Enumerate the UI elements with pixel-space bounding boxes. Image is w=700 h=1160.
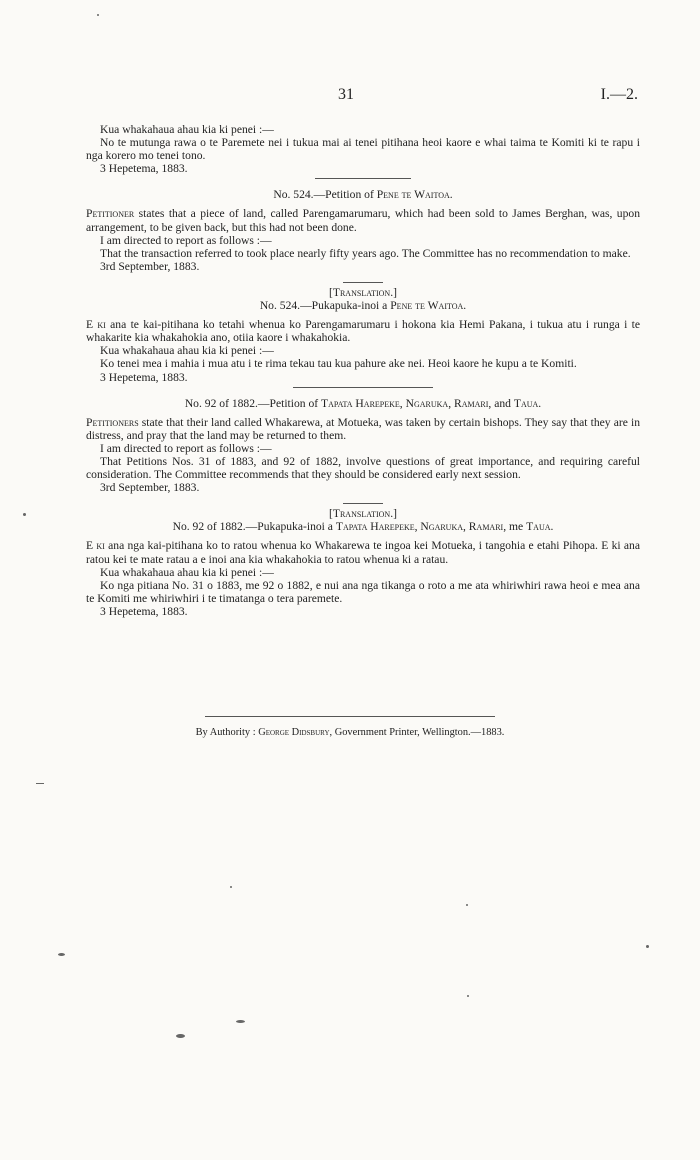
paragraph: E ki ana nga kai-pitihana ko to ratou whenua ko Whakarewa te ingoa kei Motueka, i tangohia e etahi Pihopa. E ki ana ratou kei te mate ratau a e inoi ana kia whakahokia to ratou whenua ki a ratau. — [86, 539, 640, 566]
divider — [343, 503, 383, 504]
petition-heading: No. 524.—Pukapuka-inoi a Pene te Waitoa. — [259, 299, 467, 313]
scan-speck — [646, 945, 649, 948]
paragraph: Kua whakahaua ahau kia ki penei :— — [100, 565, 274, 579]
date-line: 3 Hepetema, 1883. — [100, 162, 188, 176]
section-previous-translation-end — [86, 123, 640, 175]
paragraph: E ki ana te kai-pitihana ko tetahi whenua ko Parengamarumaru i hokona kia Hemi Pakana, i tukua atu i runga i te whakarite kia whakahokia ano, otiia kaore i whakahokia. — [86, 318, 640, 345]
section-petition-524 — [86, 188, 640, 273]
petitioner-name: Pene te Waitoa. — [390, 299, 467, 313]
document-body — [86, 123, 640, 618]
page-number: 31 — [338, 86, 354, 103]
translation-label: [Translation.] — [329, 507, 397, 521]
divider — [293, 387, 433, 388]
petitioner-names: Tapata Harepeke, Ngaruka, Ramari, — [321, 396, 492, 410]
section-translation-92 — [86, 503, 640, 618]
date-line: 3rd September, 1883. — [100, 259, 200, 273]
paragraph: Ko nga pitiana No. 31 o 1883, me 92 o 1882, e nui ana nga tikanga o roto a me ata whiriwhiri rawa heoi e mea ana te Komiti me whiriwhiri i te timatanga o tera paremete. — [86, 578, 640, 605]
paragraph: I am directed to report as follows :— — [100, 441, 272, 455]
scan-speck — [23, 513, 26, 516]
scan-speck — [176, 1034, 185, 1038]
petition-heading: No. 92 of 1882.—Petition of Tapata Harepeke, Ngaruka, Ramari, and Taua. — [184, 396, 542, 410]
section-petition-92 — [86, 397, 640, 495]
petitioner-name: Pene te Waitoa. — [376, 188, 453, 202]
scan-speck — [36, 783, 44, 784]
scan-speck — [236, 1020, 245, 1023]
scan-speck — [230, 886, 232, 888]
paragraph: No te mutunga rawa o te Paremete nei i tukua mai ai tenei pitihana heoi kaore e whai taima te Komiti ki te rapu i nga korero mo tenei tono. — [86, 136, 640, 163]
petition-heading: No. 524.—Petition of Pene te Waitoa. — [273, 188, 453, 202]
page-footer — [0, 716, 700, 749]
page-header — [0, 86, 700, 110]
divider — [343, 282, 383, 283]
paragraph: Kua whakahaua ahau kia ki penei :— — [100, 344, 274, 358]
translation-label: [Translation.] — [329, 285, 397, 299]
document-code: I.—2. — [600, 86, 638, 103]
divider — [315, 178, 411, 179]
petition-heading: No. 92 of 1882.—Pukapuka-inoi a Tapata Harepeke, Ngaruka, Ramari, me Taua. — [172, 520, 554, 534]
scan-speck — [467, 995, 469, 997]
paragraph: Ko tenei mea i mahia i mua atu i te rima tekau tau kua pahure ake nei. Heoi kaore he kupu a te Komiti. — [100, 357, 577, 371]
paragraph: Petitioner states that a piece of land, called Parengamarumaru, which had been sold to James Berghan, was, upon arrangement, to be given back, but this had not been done. — [86, 207, 640, 234]
section-translation-524 — [86, 282, 640, 384]
footer-rule — [205, 716, 495, 717]
paragraph: That the transaction referred to took place nearly fifty years ago. The Committee has no recommendation to make. — [100, 246, 631, 260]
petitioner-names: Tapata Harepeke, Ngaruka, Ramari, — [335, 520, 507, 534]
date-line: 3 Hepetema, 1883. — [100, 604, 188, 618]
paragraph: I am directed to report as follows :— — [100, 233, 272, 247]
scan-speck — [466, 904, 468, 906]
paragraph: That Petitions Nos. 31 of 1883, and 92 of 1882, involve questions of great importance, and requiring careful consideration. The Committee recommends that they should be considered early next session. — [86, 454, 640, 482]
printer-imprint: By Authority : George Didsbury, Government Printer, Wellington.—1883. — [195, 727, 505, 739]
paragraph: Kua whakahaua ahau kia ki penei :— — [100, 123, 274, 136]
scan-speck — [97, 14, 99, 16]
scan-speck — [58, 953, 65, 956]
printer-name: George Didsbury, — [258, 727, 333, 739]
date-line: 3 Hepetema, 1883. — [100, 370, 188, 384]
paragraph: Petitioners state that their land called Whakarewa, at Motueka, was taken by certain bishops. They say that they are in distress, and pray that the land may be returned to them. — [86, 415, 640, 442]
date-line: 3rd September, 1883. — [100, 481, 200, 495]
